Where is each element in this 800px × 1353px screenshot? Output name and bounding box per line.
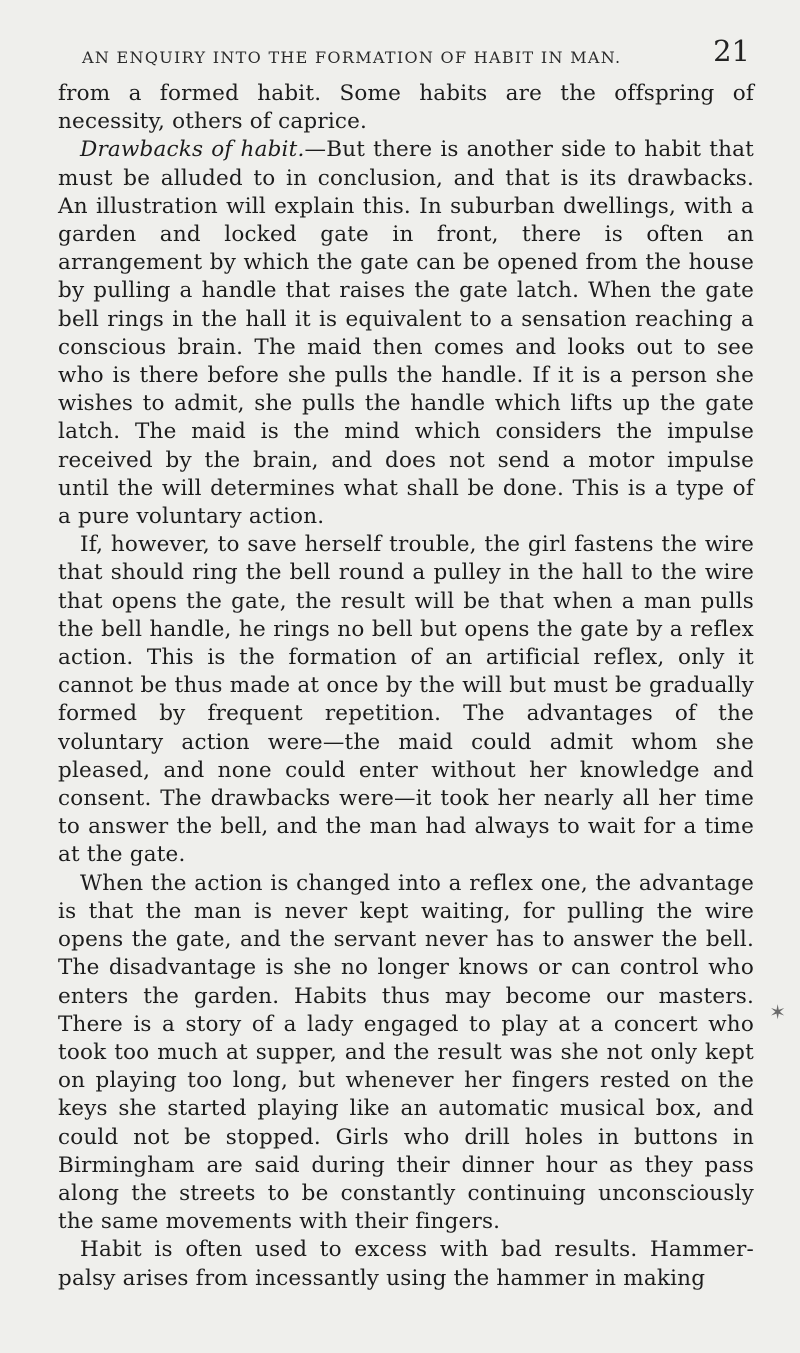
paragraph-1: from a formed habit. Some habits are the offspring of necessity, others of caprice. [58, 81, 754, 135]
page-number: 21 [713, 34, 750, 68]
body-text [58, 80, 754, 1293]
margin-mark-icon: ✶ [769, 1000, 786, 1024]
paragraph-3: If, however, to save herself trouble, the girl fastens the wire that should ring the bell round a pulley in the hall to the wire that opens the gate, the result will be that when a man pulls the bell handle, he rings no bell but opens the gate by a reflex action. This is the formation of an artificial reflex, only it cannot be thus made at once by the will but must be gradually formed by frequent repetition. The advantages of the voluntary action were—the maid could admit whom she pleased, and none could enter without her knowledge and consent. The drawbacks were—it took her nearly all her time to answer the bell, and the man had always to wait for a time at the gate. [58, 532, 754, 868]
paragraph-2-text: —But there is another side to habit that must be alluded to in conclusion, and that is its drawbacks. An illustration will explain this. In suburban dwellings, with a garden and locked gate in front, there is often an arrangement by which the gate can be opened from the house by pulling a handle that raises the gate latch. When the gate bell rings in the hall it is equivalent to a sensation reaching a conscious brain. The maid then comes and looks out to see who is there before she pulls the handle. If it is a person she wishes to admit, she pulls the handle which lifts up the gate latch. The maid is the mind which considers the impulse received by the brain, and does not send a motor impulse until the will determines what shall be done. This is a type of a pure voluntary action. [58, 137, 754, 530]
paragraph-2 [58, 136, 754, 531]
paragraph-5: Habit is often used to excess with bad results. Hammer-palsy arises from incessantly using the hammer in making [58, 1237, 754, 1291]
paragraph-4: When the action is changed into a reflex one, the advantage is that the man is never kept waiting, for pulling the wire opens the gate, and the servant never has to answer the bell. The disadvantage is she no longer knows or can control who enters the garden. Habits thus may become our masters. There is a story of a lady engaged to play at a concert who took too much at supper, and the result was she not only kept on playing too long, but whenever her fingers rested on the keys she started playing like an automatic musical box, and could not be stopped. Girls who drill holes in buttons in Birmingham are said during their dinner hour as they pass along the streets to be constantly continuing unconsciously the same movements with their fingers. [58, 870, 754, 1235]
page-header [58, 26, 754, 66]
section-sidehead: Drawbacks of habit. [80, 137, 305, 163]
running-head: AN ENQUIRY INTO THE FORMATION OF HABIT IN MAN. [82, 48, 622, 67]
